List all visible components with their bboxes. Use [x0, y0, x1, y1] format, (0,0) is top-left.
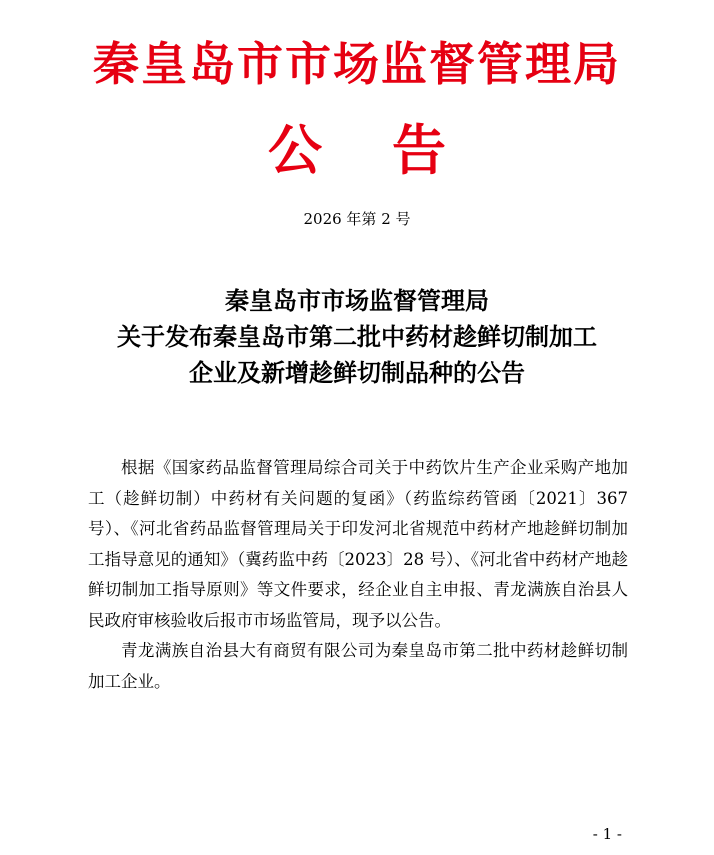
document-number: 2026 年第 2 号 — [303, 210, 411, 228]
document-type-heading — [0, 118, 714, 182]
body-paragraph-1: 根据《国家药品监督管理局综合司关于中药饮片生产企业采购产地加工（趁鲜切制）中药材有关问题的复函》（药监综药管函〔2021〕367 号）、《河北省药品监督管理局关于印发河北省规范中药材产地趁鲜切制加工指导意见的通知》（冀药监中药〔2023〕28 号）、《河北省中药材产地趁鲜切制加工指导原则》等文件要求，经企业自主申报、青龙满族自治县人民政府审核验收后报市市场监管局，现予以公告。 — [88, 458, 628, 630]
document-type-char-1: 公 — [268, 118, 322, 182]
title-line-3: 企业及新增趁鲜切制品种的公告 — [189, 358, 525, 387]
issuer-heading: 秦皇岛市市场监督管理局 — [93, 37, 621, 91]
document-type-char-2: 告 — [392, 118, 446, 182]
title-line-1: 秦皇岛市市场监督管理局 — [225, 286, 489, 315]
announcement-title — [0, 283, 714, 391]
announcement-body — [88, 453, 628, 697]
body-paragraph-2: 青龙满族自治县大有商贸有限公司为秦皇岛市第二批中药材趁鲜切制加工企业。 — [88, 641, 628, 691]
title-line-2: 关于发布秦皇岛市第二批中药材趁鲜切制加工 — [117, 322, 597, 351]
page-number: - 1 - — [592, 825, 622, 843]
